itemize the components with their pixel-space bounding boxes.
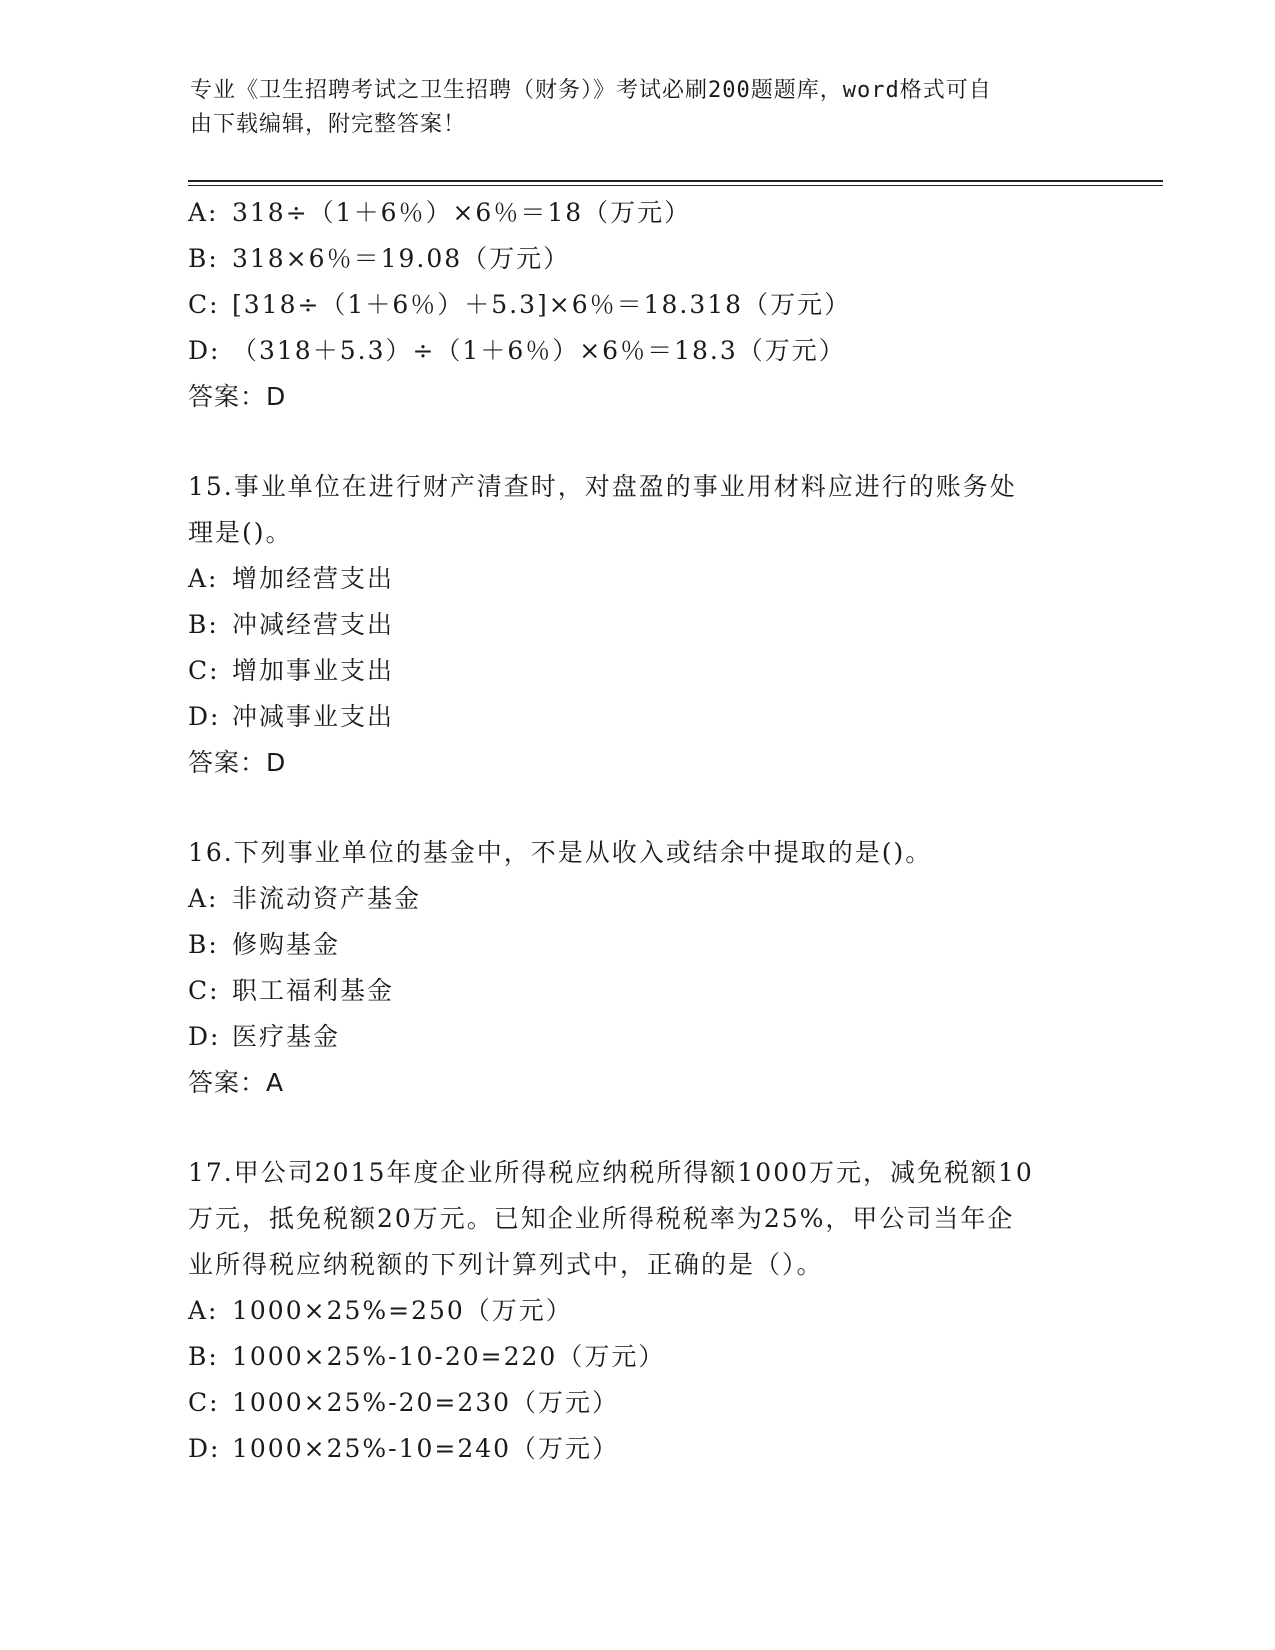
option-text: 医疗基金 bbox=[232, 1022, 341, 1051]
option-label: C: bbox=[188, 656, 220, 685]
option-text: 1000×25%-20=230（万元） bbox=[232, 1388, 620, 1417]
option-label: C: bbox=[188, 290, 220, 319]
question-14 bbox=[188, 190, 1088, 420]
option-label: A: bbox=[188, 884, 219, 913]
question-stem-line: 17.甲公司2015年度企业所得税应纳税所得额1000万元，减免税额10 bbox=[188, 1158, 1034, 1187]
option-label: B: bbox=[188, 1342, 219, 1371]
option-text: 冲减事业支出 bbox=[232, 702, 395, 731]
question-16 bbox=[188, 830, 1088, 1106]
option-a bbox=[188, 556, 1088, 602]
option-label: B: bbox=[188, 930, 219, 959]
option-text: 增加经营支出 bbox=[232, 564, 395, 593]
option-c bbox=[188, 648, 1088, 694]
option-a bbox=[188, 190, 1088, 236]
question-stem-line: 万元，抵免税额20万元。已知企业所得税税率为25%，甲公司当年企 bbox=[188, 1204, 1015, 1233]
header-title-line-1: 专业《卫生招聘考试之卫生招聘（财务）》考试必刷200题题库，word格式可自 bbox=[190, 78, 992, 103]
option-text: 318÷（1＋6％）×6％＝18（万元） bbox=[232, 198, 692, 227]
option-label: D: bbox=[188, 1434, 221, 1463]
question-stem-line: 15.事业单位在进行财产清查时，对盘盈的事业用材料应进行的账务处 bbox=[188, 472, 1017, 501]
option-text: 318×6％＝19.08（万元） bbox=[232, 244, 571, 273]
option-text: 1000×25%-10-20=220（万元） bbox=[232, 1342, 666, 1371]
option-b bbox=[188, 922, 1088, 968]
question-list bbox=[188, 190, 1088, 1472]
option-text: [318÷（1＋6％）＋5.3]×6％＝18.318（万元） bbox=[232, 290, 852, 319]
option-text: 冲减经营支出 bbox=[232, 610, 395, 639]
option-c bbox=[188, 282, 1088, 328]
header-title-line-2: 由下载编辑，附完整答案！ bbox=[190, 112, 467, 137]
option-label: B: bbox=[188, 244, 219, 273]
question-stem-line: 业所得税应纳税额的下列计算列式中，正确的是（）。 bbox=[188, 1250, 824, 1279]
option-label: D: bbox=[188, 336, 221, 365]
option-b bbox=[188, 236, 1088, 282]
option-a bbox=[188, 1288, 1088, 1334]
option-d bbox=[188, 694, 1088, 740]
option-d bbox=[188, 1014, 1088, 1060]
spacer bbox=[188, 420, 1088, 464]
option-label: D: bbox=[188, 702, 221, 731]
question-stem-line: 16.下列事业单位的基金中，不是从收入或结余中提取的是()。 bbox=[188, 838, 933, 867]
option-text: （318＋5.3）÷（1＋6％）×6％＝18.3（万元） bbox=[232, 336, 846, 365]
header-divider-thick bbox=[188, 180, 1163, 182]
option-label: B: bbox=[188, 610, 219, 639]
option-text: 非流动资产基金 bbox=[232, 884, 422, 913]
option-d bbox=[188, 1426, 1088, 1472]
option-label: A: bbox=[188, 564, 219, 593]
option-d bbox=[188, 328, 1088, 374]
answer-key: 答案：D bbox=[188, 382, 287, 411]
answer-key: 答案：D bbox=[188, 748, 287, 777]
option-text: 修购基金 bbox=[232, 930, 341, 959]
answer-key: 答案：A bbox=[188, 1068, 285, 1097]
spacer bbox=[188, 786, 1088, 830]
option-text: 1000×25%=250（万元） bbox=[232, 1296, 573, 1325]
option-label: C: bbox=[188, 1388, 220, 1417]
option-label: D: bbox=[188, 1022, 221, 1051]
option-text: 职工福利基金 bbox=[232, 976, 395, 1005]
option-b bbox=[188, 602, 1088, 648]
option-c bbox=[188, 1380, 1088, 1426]
question-stem-line: 理是()。 bbox=[188, 518, 293, 547]
question-15 bbox=[188, 464, 1088, 786]
document-header bbox=[190, 74, 1080, 142]
spacer bbox=[188, 1106, 1088, 1150]
option-label: A: bbox=[188, 1296, 219, 1325]
option-label: C: bbox=[188, 976, 220, 1005]
option-b bbox=[188, 1334, 1088, 1380]
option-a bbox=[188, 876, 1088, 922]
option-label: A: bbox=[188, 198, 219, 227]
option-text: 1000×25%-10=240（万元） bbox=[232, 1434, 620, 1463]
option-c bbox=[188, 968, 1088, 1014]
option-text: 增加事业支出 bbox=[232, 656, 395, 685]
header-divider-thin bbox=[188, 185, 1163, 186]
question-17 bbox=[188, 1150, 1088, 1472]
